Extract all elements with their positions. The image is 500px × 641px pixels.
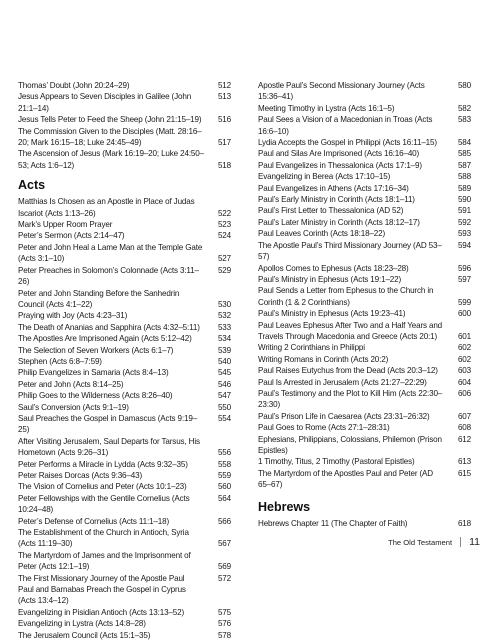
toc-entry-title: Praying with Joy (Acts 4:23–31) — [18, 311, 128, 321]
toc-entry-title: Peter Fellowships with the Gentile Cornelius (Acts 10:24–48) — [18, 493, 190, 515]
toc-entry-page: 596 — [457, 263, 471, 273]
toc-entry-title: Paul’s First Letter to Thessalonica (AD 52) — [258, 206, 404, 216]
toc-entry[interactable] — [18, 550, 231, 573]
toc-entry-title: The Death of Ananias and Sapphira (Acts 4:32–5:11) — [18, 322, 200, 332]
toc-entry-title: Stephen (Acts 6:8–7:59) — [18, 356, 102, 366]
toc-entry-page: 599 — [457, 297, 471, 307]
toc-entry-page: 612 — [457, 434, 471, 444]
toc-entry[interactable] — [18, 80, 231, 91]
toc-entry[interactable] — [18, 402, 231, 413]
toc-entry[interactable] — [18, 265, 231, 288]
toc-entry-title: The Establishment of the Church in Antioch, Syria (Acts 11:19–30) — [18, 528, 189, 549]
toc-entry-title: Paul Sees a Vision of a Macedonian in Troas (Acts 16:6–10) — [258, 115, 433, 136]
toc-entry-page: 578 — [217, 630, 231, 640]
toc-entry-page: 575 — [217, 607, 231, 617]
toc-entry[interactable] — [18, 607, 231, 618]
toc-entry-page: 608 — [457, 423, 471, 433]
toc-entry-page: 539 — [217, 345, 231, 355]
toc-entry-title: Ephesians, Philippians, Colossians, Philemon (Prison Epistles) — [258, 434, 442, 455]
toc-entries-gospels — [18, 80, 231, 171]
toc-entry-page: 589 — [457, 183, 471, 193]
toc-entry-page: 597 — [457, 274, 471, 284]
toc-entry-title: Mark’s Upper Room Prayer — [18, 220, 113, 230]
toc-entry[interactable] — [18, 390, 231, 401]
toc-entry-title: Jesus Appears to Seven Disciples in Galilee (John 21:1–14) — [18, 92, 192, 113]
toc-entry-title: The Commission Given to the Disciples (Matt. 28:16–20; Mark 16:15–18; Luke 24:45–49) — [18, 126, 202, 148]
toc-entry[interactable] — [258, 205, 471, 216]
toc-entry-page: 603 — [457, 366, 471, 376]
toc-entry-title: Jesus Tells Peter to Feed the Sheep (John 21:15–19) — [18, 115, 202, 125]
toc-entry[interactable] — [258, 354, 471, 365]
toc-entry[interactable] — [18, 413, 231, 436]
toc-entry-page: 593 — [457, 229, 471, 239]
toc-entry[interactable] — [258, 422, 471, 433]
toc-entry-page: 590 — [457, 195, 471, 205]
toc-entry-page: 602 — [457, 343, 471, 353]
toc-entry[interactable] — [18, 470, 231, 481]
toc-entry-page: 601 — [457, 331, 471, 341]
toc-entry-title: Peter Preaches in Solomon’s Colonnade (Acts 3:11–26) — [18, 265, 199, 287]
toc-entry-page: 583 — [457, 115, 471, 125]
footer-divider — [460, 537, 461, 547]
toc-entry[interactable] — [18, 196, 231, 219]
toc-entry-page: 516 — [217, 115, 231, 125]
toc-entry-page: 533 — [217, 322, 231, 332]
toc-entry[interactable] — [258, 240, 471, 263]
toc-entry-page: 592 — [457, 217, 471, 227]
toc-left-column — [18, 80, 231, 641]
toc-entry[interactable] — [18, 114, 231, 125]
toc-entry[interactable] — [258, 183, 471, 194]
toc-entry-page: 546 — [217, 379, 231, 389]
toc-entry-title: Matthias Is Chosen as an Apostle in Place of Judas Iscariot (Acts 1:13–26) — [18, 197, 195, 218]
toc-entry[interactable] — [18, 333, 231, 344]
toc-entry-page: 591 — [457, 206, 471, 216]
toc-entry-page: 558 — [217, 459, 231, 469]
toc-entry-page: 545 — [217, 368, 231, 378]
toc-entry[interactable] — [18, 630, 231, 641]
toc-entries-acts — [18, 196, 231, 641]
toc-entry[interactable] — [258, 114, 471, 137]
toc-entry-title: Philip Evangelizes in Samaria (Acts 8:4–13) — [18, 368, 169, 378]
toc-entry-page: 572 — [217, 573, 231, 583]
toc-entry-title: Paul and Barnabas Preach the Gospel in Cyprus (Acts 13:4–12) — [18, 585, 186, 606]
toc-entry-page: 513 — [217, 92, 231, 102]
toc-entry-title: 1 Timothy, Titus, 2 Timothy (Pastoral Epistles) — [258, 457, 415, 467]
toc-entry-page: 534 — [217, 334, 231, 344]
toc-entry-page: 540 — [217, 356, 231, 366]
toc-entry-title: Evangelizing in Pisidian Antioch (Acts 13:13–52) — [18, 607, 185, 617]
section-heading-hebrews: Hebrews — [258, 499, 311, 514]
toc-entry-page: 527 — [217, 254, 231, 264]
toc-entry-title: The Apostles Are Imprisoned Again (Acts 5:12–42) — [18, 334, 192, 344]
toc-entry-page: 602 — [457, 354, 471, 364]
toc-entry-page: 517 — [217, 138, 231, 148]
toc-entry-page: 559 — [217, 471, 231, 480]
toc-entry[interactable] — [258, 456, 471, 467]
toc-entry-page: 560 — [217, 482, 231, 492]
running-title: The Old Testament — [388, 537, 453, 547]
toc-entry-title: Thomas’ Doubt (John 20:24–29) — [18, 81, 130, 90]
toc-entry-title: Saul’s Conversion (Acts 9:1–19) — [18, 402, 129, 412]
toc-entry-title: Lydia Accepts the Gospel in Philippi (Acts 16:11–15) — [258, 138, 437, 148]
toc-entry-page: 566 — [217, 516, 231, 526]
toc-entry-title: Peter’s Sermon (Acts 2:14–47) — [18, 231, 125, 241]
toc-entry[interactable] — [18, 493, 231, 516]
toc-entry-page: 580 — [457, 81, 471, 90]
toc-entry[interactable] — [258, 103, 471, 114]
toc-entry[interactable] — [18, 91, 231, 114]
toc-entry[interactable] — [18, 230, 231, 241]
toc-entry-title: The Selection of Seven Workers (Acts 6:1–7) — [18, 345, 174, 355]
toc-entry-title: Paul’s Early Ministry in Corinth (Acts 18:1–11) — [258, 195, 415, 205]
toc-entry[interactable] — [258, 160, 471, 171]
toc-entry[interactable] — [18, 126, 231, 149]
toc-entry-page: 550 — [217, 402, 231, 412]
toc-entries-acts-continued — [258, 80, 471, 491]
toc-entry-title: Peter and John Standing Before the Sanhedrin Council (Acts 4:1–22) — [18, 288, 180, 309]
toc-entry-title: Evangelizing in Berea (Acts 17:10–15) — [258, 172, 391, 182]
toc-entry[interactable] — [18, 459, 231, 470]
toc-entry[interactable] — [258, 228, 471, 239]
toc-entry[interactable] — [258, 411, 471, 422]
toc-entry-title: Peter Raises Dorcas (Acts 9:36–43) — [18, 471, 143, 480]
toc-entry-title: The Jerusalem Council (Acts 15:1–35) — [18, 630, 151, 640]
toc-entry-title: Paul’s Prison Life in Caesarea (Acts 23:31–26:32) — [258, 411, 430, 421]
toc-entry-page: 554 — [217, 413, 231, 423]
toc-entry-title: Peter and John (Acts 8:14–25) — [18, 379, 124, 389]
toc-entry-title: Paul Raises Eutychus from the Dead (Acts 20:3–12) — [258, 366, 438, 376]
toc-entry-title: The Vision of Cornelius and Peter (Acts 10:1–23) — [18, 482, 187, 492]
toc-entries-hebrews — [258, 518, 471, 529]
toc-entry-page: 567 — [217, 539, 231, 549]
toc-entry-page: 523 — [217, 220, 231, 230]
toc-entry-title: Paul Evangelizes in Thessalonica (Acts 17:1–9) — [258, 160, 422, 170]
page-number: 11 — [469, 536, 480, 548]
toc-entry[interactable] — [258, 137, 471, 148]
toc-entry[interactable] — [18, 219, 231, 230]
toc-entry[interactable] — [258, 342, 471, 353]
toc-entry-page: 600 — [457, 309, 471, 319]
toc-entry[interactable] — [18, 436, 231, 459]
toc-entry-page: 618 — [457, 518, 471, 528]
toc-entry[interactable] — [258, 263, 471, 274]
toc-entry-title: Paul Leaves Ephesus After Two and a Half Years and Travels Through Macedonia and Greece (Acts 20:1) — [258, 320, 443, 341]
toc-entry-page: 584 — [457, 138, 471, 148]
toc-entry[interactable] — [18, 367, 231, 378]
toc-entry-page: 524 — [217, 231, 231, 241]
toc-entry[interactable] — [18, 481, 231, 492]
toc-entry-title: Evangelizing in Lystra (Acts 14:8–28) — [18, 619, 146, 629]
toc-entry[interactable] — [258, 518, 471, 529]
toc-entry-page: 512 — [217, 81, 231, 90]
toc-right-column — [258, 80, 471, 529]
toc-entry-title: Peter Performs a Miracle in Lydda (Acts 9:32–35) — [18, 459, 188, 469]
toc-entry[interactable] — [18, 379, 231, 390]
toc-entry-title: After Visiting Jerusalem, Saul Departs for Tarsus, His Hometown (Acts 9:26–31) — [18, 436, 200, 458]
toc-entry[interactable] — [258, 365, 471, 376]
toc-entry-page: 564 — [217, 493, 231, 503]
toc-entry-title: The First Missionary Journey of the Apostle Paul — [18, 573, 185, 583]
toc-entry[interactable] — [18, 148, 231, 171]
toc-entry-title: Paul Goes to Rome (Acts 27:1–28:31) — [258, 423, 390, 433]
toc-entry[interactable] — [18, 310, 231, 321]
toc-entry-title: Writing Romans in Corinth (Acts 20:2) — [258, 354, 389, 364]
toc-entry-page: 532 — [217, 311, 231, 321]
toc-entry-title: Paul Sends a Letter from Ephesus to the Church in Corinth (1 & 2 Corinthians) — [258, 286, 434, 307]
toc-entry-page: 518 — [217, 160, 231, 170]
toc-entry[interactable] — [18, 584, 231, 607]
toc-entry[interactable] — [258, 434, 471, 457]
toc-entry-page: 547 — [217, 391, 231, 401]
toc-entry[interactable] — [258, 468, 471, 491]
toc-entry[interactable] — [18, 356, 231, 367]
toc-entry-page: 522 — [217, 208, 231, 218]
toc-entry-page: 585 — [457, 149, 471, 159]
toc-entry-page: 588 — [457, 172, 471, 182]
toc-entry-title: Saul Preaches the Gospel in Damascus (Acts 9:19–25) — [18, 413, 198, 435]
toc-entry[interactable] — [258, 194, 471, 205]
toc-entry[interactable] — [18, 345, 231, 356]
toc-entry[interactable] — [258, 80, 471, 103]
toc-entry[interactable] — [18, 322, 231, 333]
toc-entry-title: Peter’s Defense of Cornelius (Acts 11:1–18) — [18, 516, 170, 526]
toc-entry-page: 594 — [457, 240, 471, 250]
toc-entry-page: 556 — [217, 448, 231, 458]
toc-entry[interactable] — [18, 573, 231, 584]
toc-entry[interactable] — [18, 242, 231, 265]
toc-entry-title: Peter and John Heal a Lame Man at the Temple Gate (Acts 3:1–10) — [18, 242, 203, 264]
toc-entry[interactable] — [258, 308, 471, 319]
toc-entry-title: Paul’s Ministry in Ephesus (Acts 19:1–22) — [258, 274, 402, 284]
toc-entry-page: 587 — [457, 160, 471, 170]
toc-entry-title: Apollos Comes to Ephesus (Acts 18:23–28) — [258, 263, 409, 273]
toc-entry-title: Hebrews Chapter 11 (The Chapter of Faith) — [258, 518, 408, 528]
toc-entry-title: Paul Leaves Corinth (Acts 18:18–22) — [258, 229, 386, 239]
toc-entry-title: Paul Is Arrested in Jerusalem (Acts 21:27–22:29) — [258, 377, 427, 387]
toc-entry-title: Apostle Paul’s Second Missionary Journey (Acts 15:36–41) — [258, 81, 425, 102]
toc-entry-title: The Martyrdom of the Apostles Paul and Peter (AD 65–67) — [258, 468, 433, 490]
toc-entry-page: 615 — [457, 468, 471, 478]
toc-entry-title: Paul’s Ministry in Ephesus (Acts 19:23–41) — [258, 309, 406, 319]
toc-entry[interactable] — [258, 377, 471, 388]
toc-entry-page: 530 — [217, 299, 231, 309]
toc-entry-title: Philip Goes to the Wilderness (Acts 8:26–40) — [18, 391, 173, 401]
toc-entry[interactable] — [258, 320, 471, 343]
toc-entry-page: 613 — [457, 457, 471, 467]
toc-entry-title: Paul and Silas Are Imprisoned (Acts 16:16–40) — [258, 149, 420, 159]
toc-entry[interactable] — [258, 388, 471, 411]
toc-entry[interactable] — [258, 217, 471, 228]
toc-entry[interactable] — [18, 288, 231, 311]
toc-entry-page: 604 — [457, 377, 471, 387]
toc-entry[interactable] — [258, 285, 471, 308]
toc-entry-page: 529 — [217, 265, 231, 275]
toc-entry-page: 582 — [457, 103, 471, 113]
toc-entry[interactable] — [18, 516, 231, 527]
toc-entry-title: Meeting Timothy in Lystra (Acts 16:1–5) — [258, 103, 395, 113]
toc-entry-title: The Apostle Paul’s Third Missionary Journey (AD 53–57) — [258, 240, 442, 262]
toc-entry[interactable] — [18, 618, 231, 629]
toc-entry[interactable] — [258, 274, 471, 285]
toc-entry-title: Paul’s Later Ministry in Corinth (Acts 18:12–17) — [258, 217, 420, 227]
toc-entry[interactable] — [18, 527, 231, 550]
toc-entry-title: Paul’s Testimony and the Plot to Kill Him (Acts 22:30–23:30) — [258, 388, 443, 410]
toc-entry-title: The Ascension of Jesus (Mark 16:19–20; Luke 24:50–53; Acts 1:6–12) — [18, 149, 204, 170]
toc-entry[interactable] — [258, 171, 471, 182]
toc-entry[interactable] — [258, 148, 471, 159]
toc-entry-title: The Martyrdom of James and the Imprisonment of Peter (Acts 12:1–19) — [18, 550, 191, 572]
toc-entry-title: Paul Evangelizes in Athens (Acts 17:16–34) — [258, 183, 409, 193]
toc-entry-page: 576 — [217, 619, 231, 629]
toc-entry-page: 569 — [217, 562, 231, 572]
toc-entry-page: 607 — [457, 411, 471, 421]
toc-entry-title: Writing 2 Corinthians in Philippi — [258, 343, 365, 353]
toc-entry-page: 606 — [457, 388, 471, 398]
section-heading-acts: Acts — [18, 178, 46, 193]
page-footer — [388, 536, 480, 548]
